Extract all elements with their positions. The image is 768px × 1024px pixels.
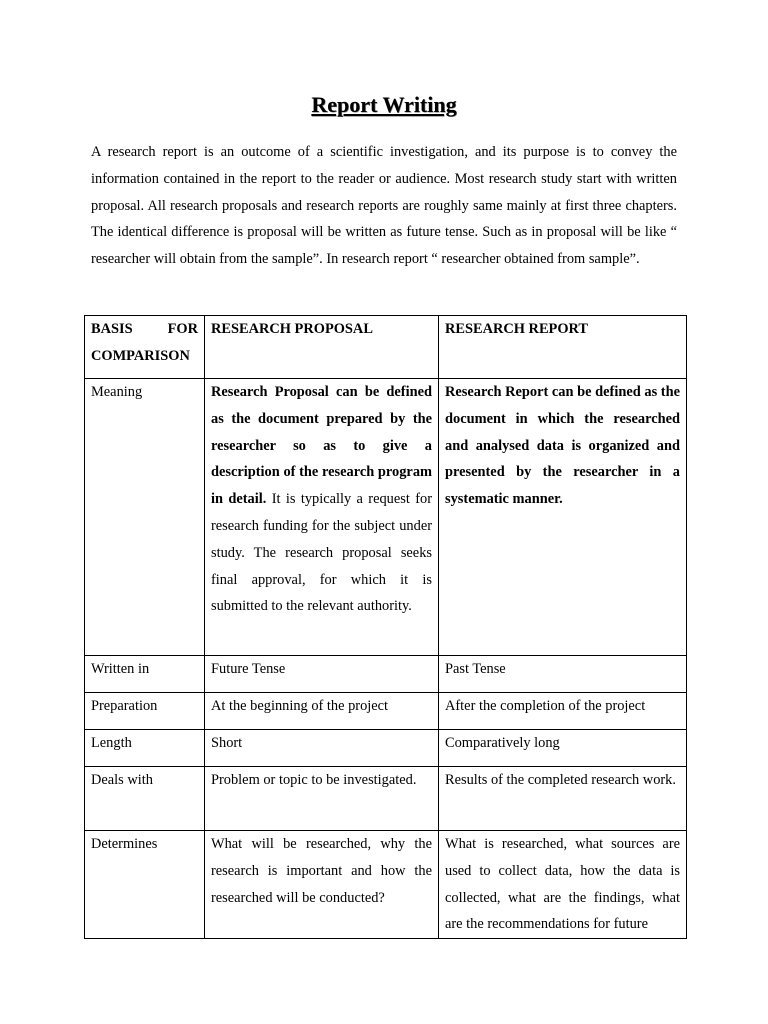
report-cell: After the completion of the project	[439, 693, 687, 730]
proposal-cell: Short	[205, 730, 439, 767]
table-row	[85, 767, 687, 831]
page-title: Report Writing	[311, 92, 457, 117]
meaning-report-cell	[439, 379, 687, 656]
report-cell: Past Tense	[439, 656, 687, 693]
proposal-cell: Future Tense	[205, 656, 439, 693]
proposal-cell: Problem or topic to be investigated.	[205, 767, 439, 831]
table-row	[85, 656, 687, 693]
meaning-proposal-rest: It is typically a request for research funding for the subject under study. The research proposal seeks final approval, for which it is submitted to the relevant authority.	[211, 491, 432, 615]
comparison-table	[84, 315, 687, 939]
row-label: Written in	[85, 656, 205, 693]
report-cell: Results of the completed research work.	[439, 767, 687, 831]
row-label: Length	[85, 730, 205, 767]
meaning-report-bold: Research Report can be defined as the document in which the researched and analysed data is organized and presented by the researcher in a systematic manner.	[445, 384, 680, 508]
meaning-proposal-bold: Research Proposal can be defined as the document prepared by the researcher so as to give a description of the research program in detail.	[211, 384, 432, 508]
table-row	[85, 831, 687, 939]
header-basis: BASIS FOR COMPARISON	[85, 316, 205, 379]
row-label: Meaning	[85, 379, 205, 656]
row-label: Preparation	[85, 693, 205, 730]
table-row	[85, 693, 687, 730]
table-row-meaning	[85, 379, 687, 656]
meaning-proposal-cell	[205, 379, 439, 656]
proposal-cell: What will be researched, why the research is important and how the researched will be conducted?	[205, 831, 439, 939]
report-cell: What is researched, what sources are used to collect data, how the data is collected, what are the findings, what are the recommendations for future	[439, 831, 687, 939]
header-proposal: RESEARCH PROPOSAL	[205, 316, 439, 379]
table-row	[85, 730, 687, 767]
row-label: Deals with	[85, 767, 205, 831]
proposal-cell: At the beginning of the project	[205, 693, 439, 730]
intro-paragraph: A research report is an outcome of a scientific investigation, and its purpose is to convey the information contained in the report to the reader or audience. Most research study start with written proposal. All research proposals and research reports are roughly same mainly at first three chapters. The identical difference is proposal will be written as future tense. Such as in proposal will be like “ researcher will obtain from the sample”. In research report “ researcher obtained from sample”.	[91, 144, 677, 268]
report-cell: Comparatively long	[439, 730, 687, 767]
table-header-row	[85, 316, 687, 379]
header-report: RESEARCH REPORT	[439, 316, 687, 379]
row-label: Determines	[85, 831, 205, 939]
